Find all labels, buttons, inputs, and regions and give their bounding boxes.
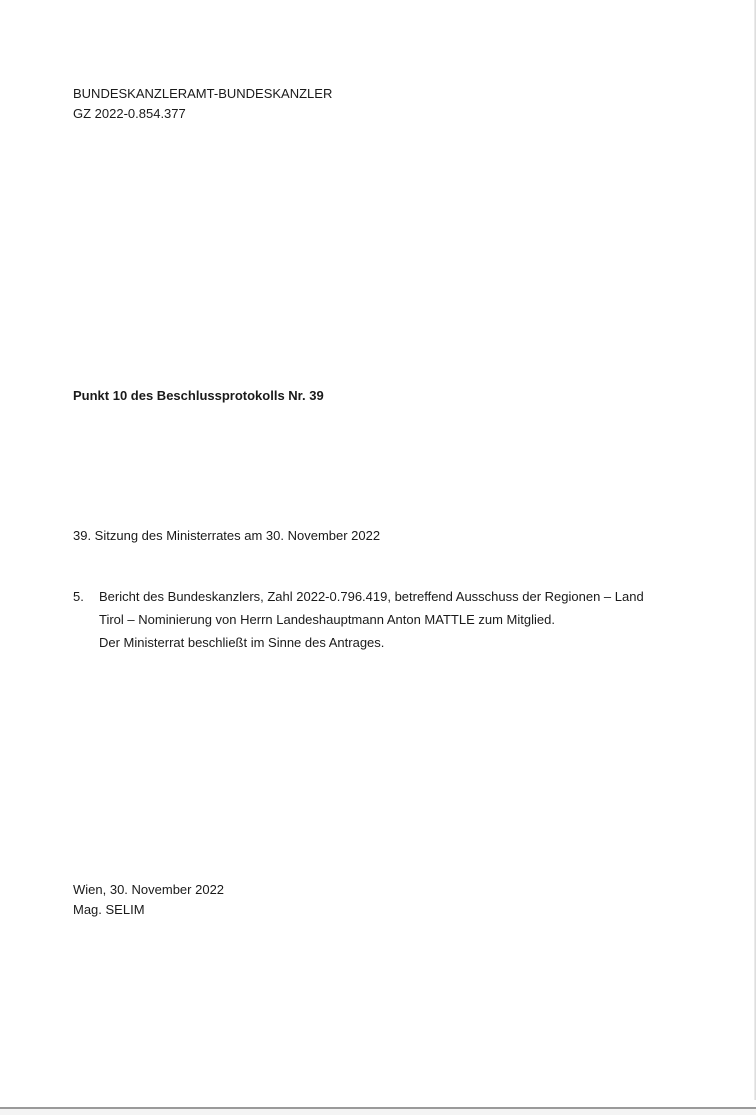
session-title: 39. Sitzung des Ministerrates am 30. November 2022	[73, 528, 381, 543]
signature-name: Mag. SELIM	[73, 902, 145, 917]
signature-block	[73, 880, 224, 920]
signature-place-date: Wien, 30. November 2022	[73, 882, 225, 897]
authority-name: BUNDESKANZLERAMT-BUNDESKANZLER	[73, 86, 333, 101]
agenda-item-number: 5.	[73, 589, 84, 604]
agenda-item-body	[99, 585, 699, 654]
protocol-point-heading: Punkt 10 des Beschlussprotokolls Nr. 39	[73, 388, 324, 403]
document-header	[73, 84, 332, 124]
page-bottom-shadow	[0, 1109, 756, 1115]
agenda-item-decision: Der Ministerrat beschließt im Sinne des Antrages.	[99, 635, 385, 650]
agenda-item-line: Bericht des Bundeskanzlers, Zahl 2022-0.796.419, betreffend Ausschuss der Regionen – Land	[99, 589, 644, 604]
page-bottom-edge	[0, 1107, 756, 1109]
agenda-item-line: Tirol – Nominierung von Herrn Landeshauptmann Anton MATTLE zum Mitglied.	[99, 612, 555, 627]
reference-number: GZ 2022-0.854.377	[73, 106, 186, 121]
